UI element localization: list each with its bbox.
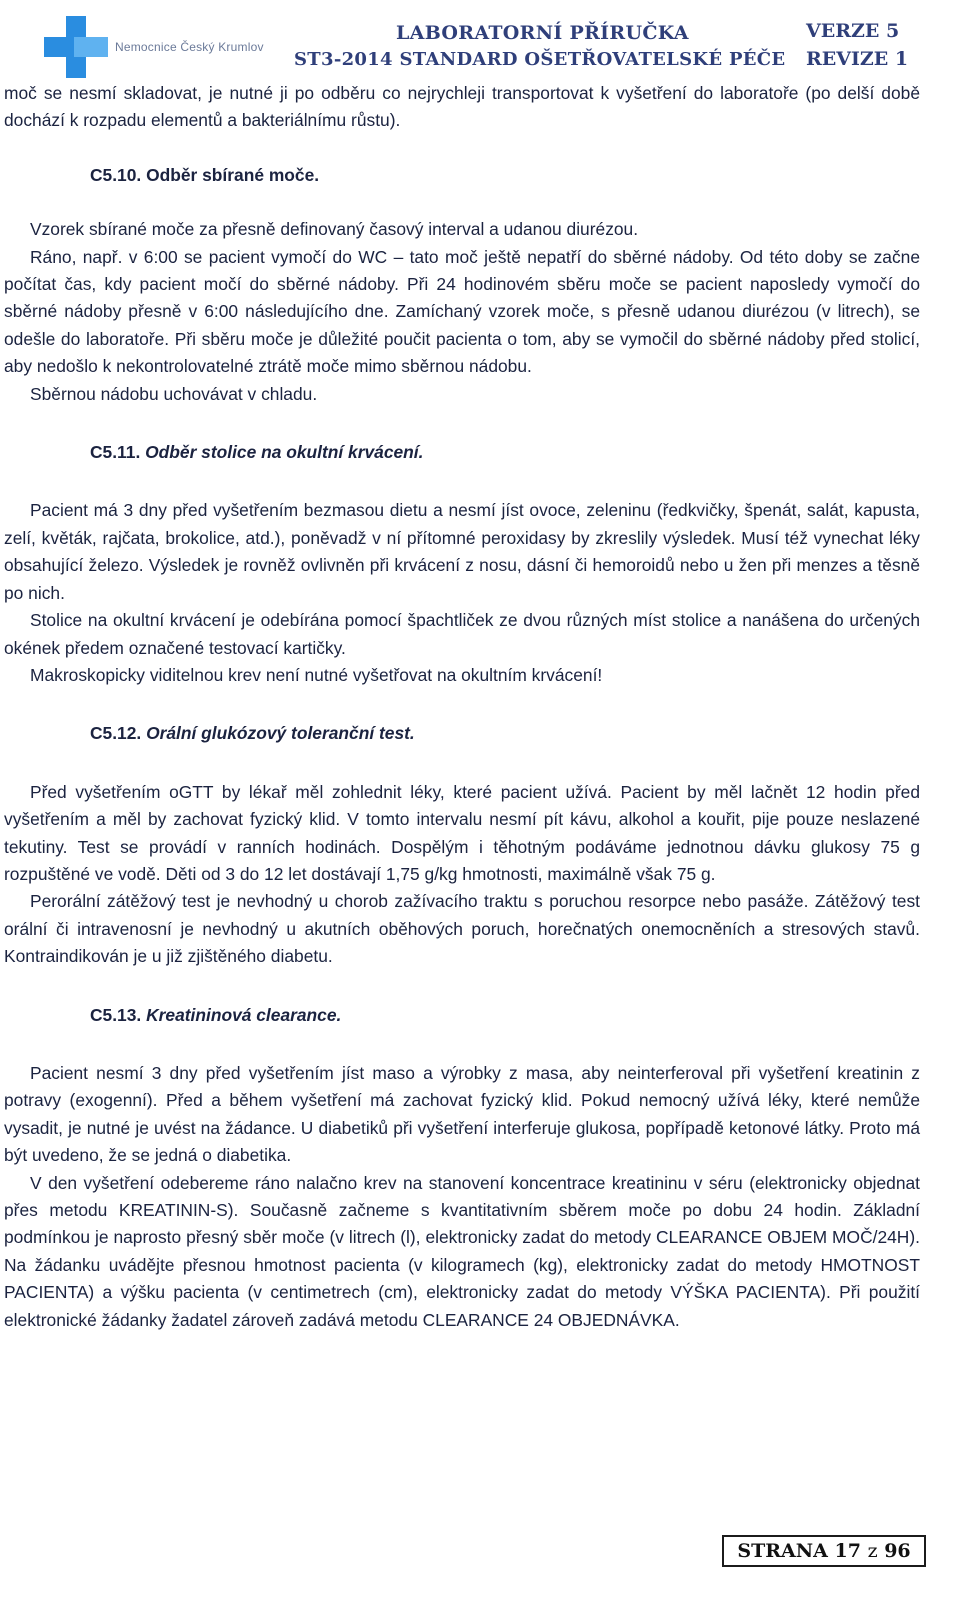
- section-number: C5.12.: [90, 723, 142, 744]
- paragraph: Vzorek sbírané moče za přesně definovaný časový interval a udanou diurézou.: [30, 219, 639, 240]
- section-number: C5.10.: [90, 164, 142, 185]
- page-number-box: [722, 1535, 926, 1567]
- standard-title: ST3-2014 STANDARD OŠETŘOVATELSKÉ PÉČE: [294, 49, 786, 70]
- manual-title: LABORATORNÍ PŘÍRUČKA: [396, 22, 689, 44]
- paragraph: Pacient má 3 dny před vyšetřením bezmasou dietu a nesmí jíst ovoce, zeleninu (ředkvičky, špenát, salát, kapusta, zelí, květák, rajčata, brokolice, atd.), poněvadž v ní přítomné peroxidasy by zkreslily výsledek. Musí též vynechat léky obsahující železo. Výsledek je rovněž ovlivněn při krvácení z nosu, dásní či hemoroidů nebo u žen při menzes a těsně po nich.: [4, 500, 920, 603]
- section-number: C5.13.: [90, 1004, 142, 1025]
- page-total: 96: [884, 1540, 911, 1562]
- section-heading-c5-10: [4, 162, 920, 189]
- paragraph: Před vyšetřením oGTT by lékař měl zohlednit léky, které pacient užívá. Pacient by měl lačnět 12 hodin před vyšetřením a měl by zachovat fyzický klid. V tomto intervalu nesmí pít kávu, alkohol a kouřit, pije pouze neslazené tekutiny. Test se provádí v ranních hodinách. Dospělým i těhotným podáváme jednotnou dávku glukosy 75 g rozpuštěné ve vodě. Děti od 3 do 12 let dostávají 1,75 g/kg hmotnosti, maximálně však 75 g.: [4, 781, 920, 884]
- paragraph: Stolice na okultní krvácení je odebírána pomocí špachtliček ze dvou různých míst stolice a nanášena do určených okének předem označené testovací kartičky.: [4, 610, 920, 658]
- page-of: z: [867, 1540, 878, 1562]
- page-current: 17: [834, 1540, 861, 1562]
- paragraph: Perorální zátěžový test je nevhodný u chorob zažívacího traktu s poruchou resorpce nebo pasáže. Zátěžový test orální či intravenosní je nevhodný u akutních oběhových poruch, horečnatých onemocněních a stresových stavů. Kontraindikován je u již zjištěného diabetu.: [4, 891, 920, 967]
- paragraph: Makroskopicky viditelnou krev není nutné vyšetřovat na okultním krvácení!: [30, 664, 603, 685]
- hospital-cross-icon: [44, 16, 108, 78]
- section-heading-c5-11: [4, 439, 920, 466]
- section-title: Orální glukózový toleranční test.: [146, 723, 415, 744]
- section-heading-c5-13: [4, 1002, 920, 1029]
- section-title: Kreatininová clearance.: [146, 1004, 342, 1025]
- hospital-logo-text: Nemocnice Český Krumlov: [115, 40, 264, 54]
- paragraph: Pacient nesmí 3 dny před vyšetřením jíst maso a výrobky z masa, aby neinterferoval při vyšetření kreatinin z potravy (exogenní). Před a během vyšetření má zachovat fyzický klid. Pokud nemocný užívá léky, které nemůže vysadit, je nutné je uvést na žádance. U diabetiků při vyšetření interferuje glukosa, popřípadě ketonové látky. Proto má být uvedeno, že se jedná o diabetika.: [4, 1062, 920, 1166]
- revision-label: REVIZE 1: [806, 48, 909, 70]
- version-label: VERZE 5: [806, 20, 900, 42]
- paragraph: V den vyšetření odebereme ráno nalačno krev na stanovení koncentrace kreatininu v séru (elektronicky objednat přes metodu KREATININ-S). Současně začneme s kvantitativním sběrem moče po dobu 24 hodin. Základní podmínkou je naprosto přesný sběr moče (v litrech (l), elektronicky zadat do metody CLEARANCE OBJEM MOČ/24H). Na žádanku uvádějte přesnou hmotnost pacienta (v kilogramech (kg), elektronicky zadat do metody HMOTNOST PACIENTA) a výšku pacienta (v centimetrech (cm), elektronicky zadat do metody VÝŠKA PACIENTA). Při použití elektronické žádanky žadatel zároveň zadává metodu CLEARANCE 24 OBJEDNÁVKA.: [4, 1172, 920, 1330]
- section-number: C5.11.: [90, 442, 141, 463]
- page-label: STRANA: [737, 1540, 828, 1562]
- page-header: [0, 0, 960, 84]
- section-heading-c5-12: [4, 720, 920, 747]
- paragraph: Ráno, např. v 6:00 se pacient vymočí do WC – tato moč ještě nepatří do sběrné nádoby. Od této doby se začne počítat čas, kdy pacient močí do sběrné nádoby. Při 24 hodinovém sběru moče se pacient naposledy vymočí do sběrné nádoby přesně v 6:00 následujícího dne. Zamíchaný vzorek moče, s přesně udanou diurézou (v litrech), se odešle do laboratoře. Při sběru moče je důležité poučit pacienta o tom, aby se vymočil do sběrné nádoby před stolicí, aby nedošlo k nekontrolovatelné ztrátě moče mimo sběrnou nádobu.: [4, 246, 920, 377]
- section-title: Odběr sbírané moče.: [146, 164, 320, 185]
- document-body: [4, 80, 920, 1334]
- intro-paragraph: moč se nesmí skladovat, je nutné ji po odběru co nejrychleji transportovat k vyšetření do laboratoře (po delší době dochází k rozpadu elementů a bakteriálnímu růstu).: [4, 83, 920, 131]
- section-title: Odběr stolice na okultní krvácení.: [145, 442, 424, 463]
- paragraph: Sběrnou nádobu uchovávat v chladu.: [30, 383, 318, 404]
